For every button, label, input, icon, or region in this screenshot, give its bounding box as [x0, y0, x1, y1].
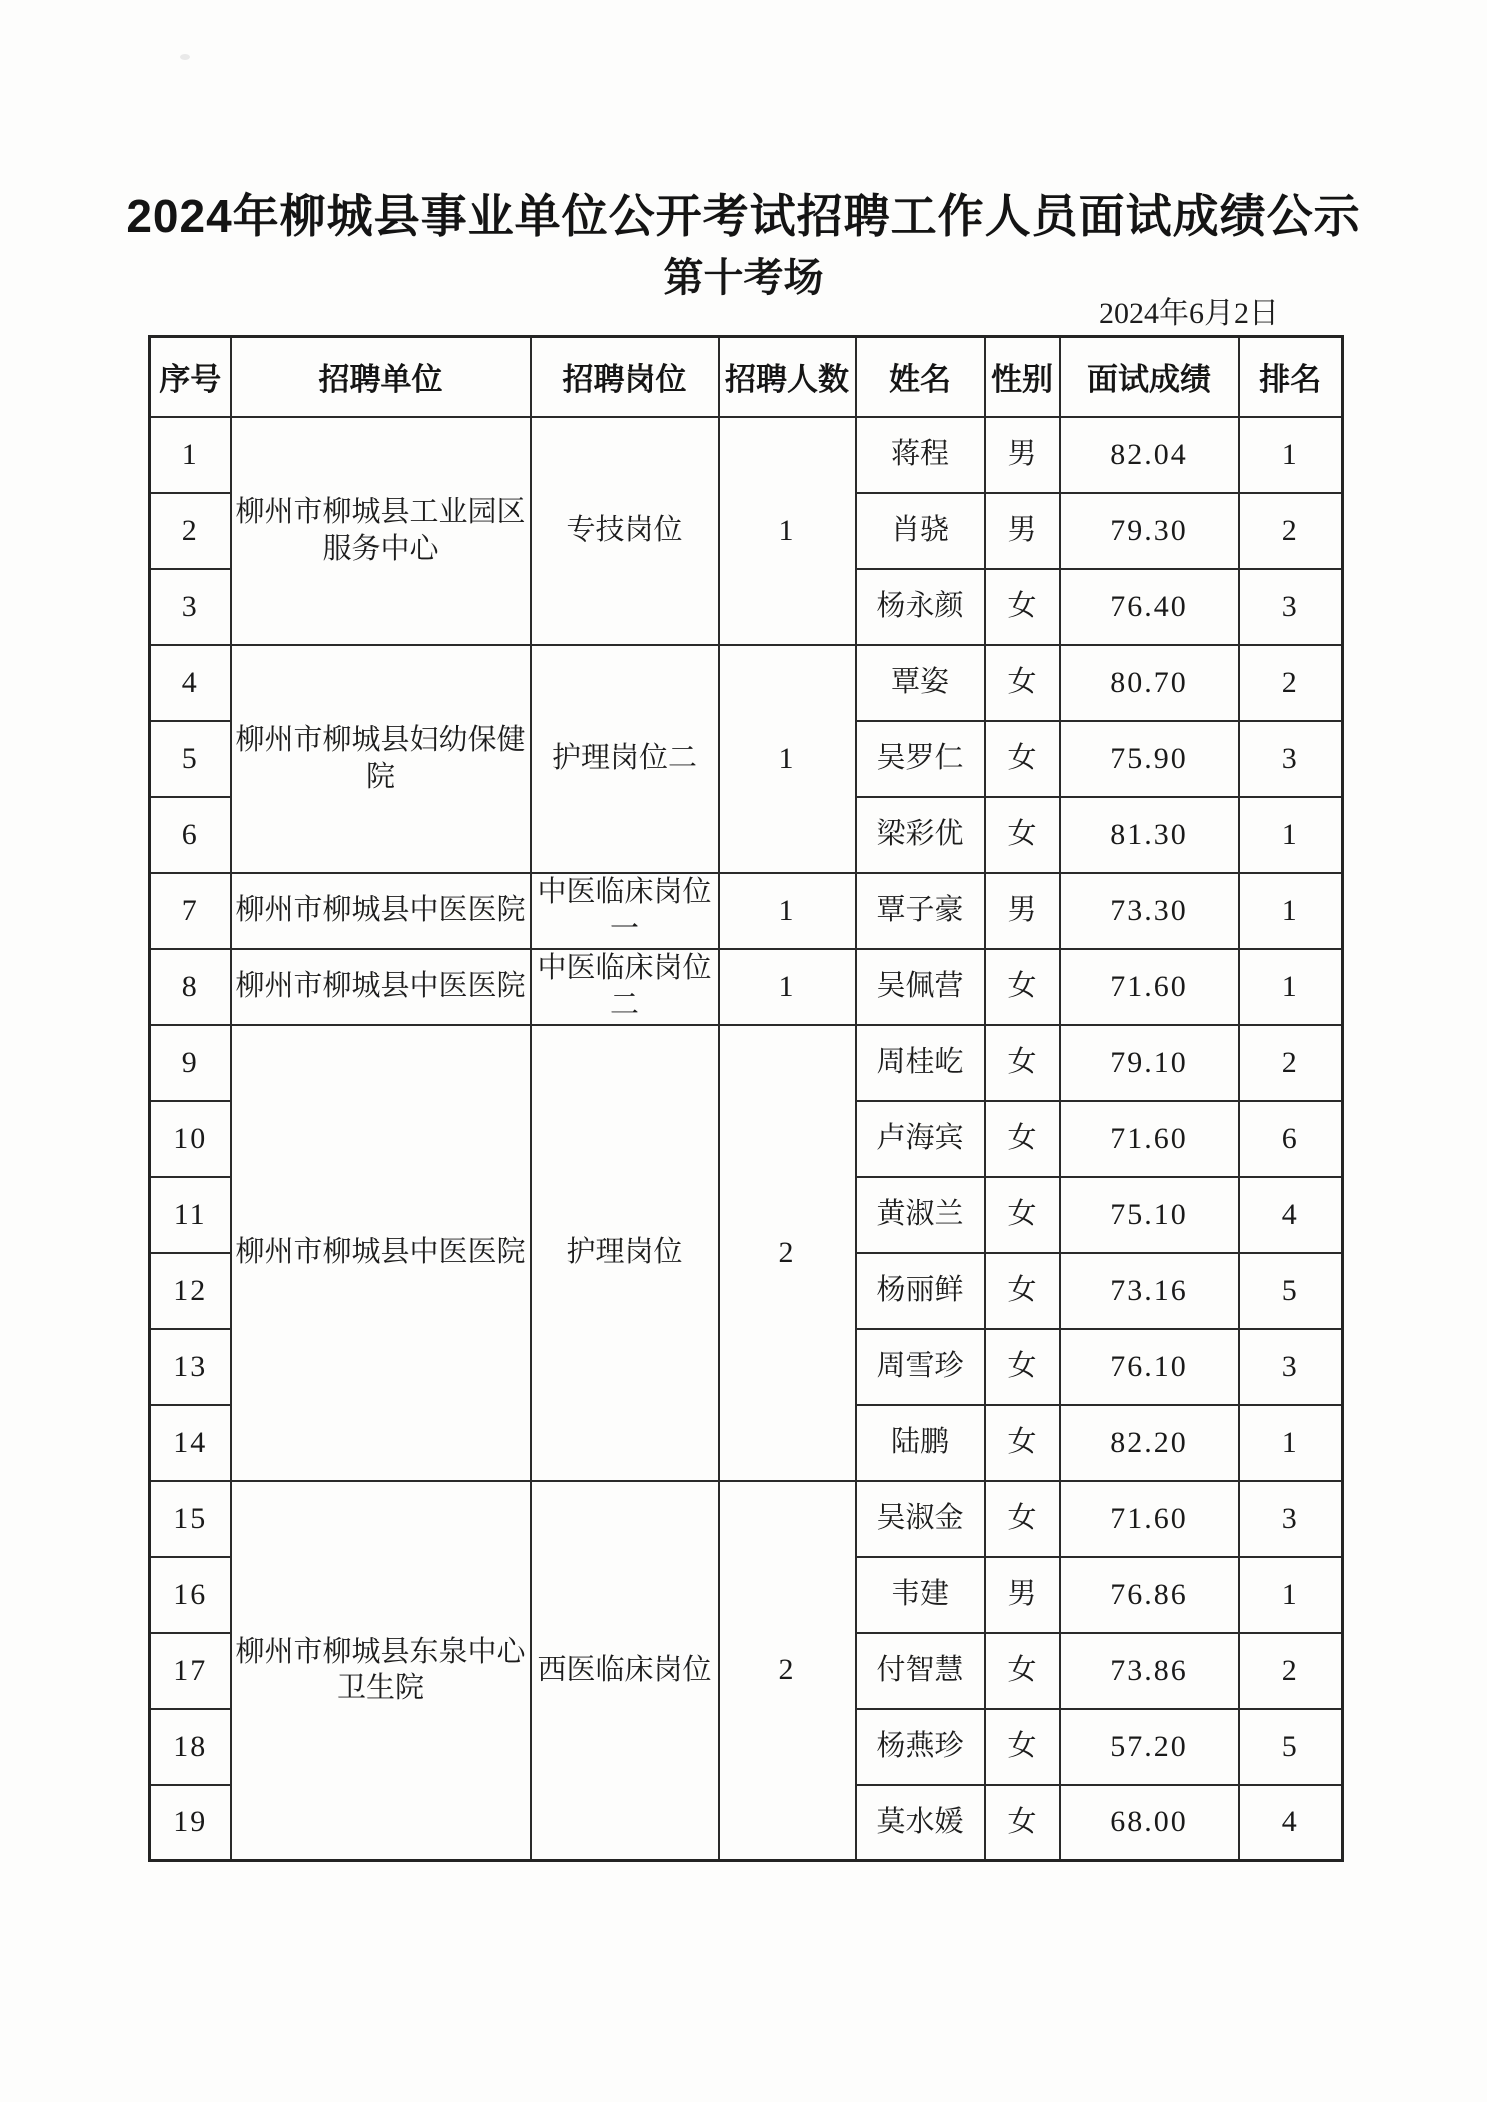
column-header: 姓名	[856, 337, 985, 417]
rank-cell: 2	[1239, 1633, 1343, 1709]
gender-cell: 女	[985, 569, 1060, 645]
document-date: 2024年6月2日	[1099, 297, 1279, 330]
candidate-name-cell: 杨丽鲜	[856, 1253, 985, 1329]
candidate-name-cell: 周桂屹	[856, 1025, 985, 1101]
position-cell: 专技岗位	[531, 417, 719, 645]
candidate-name-cell: 杨燕珍	[856, 1709, 985, 1785]
gender-cell: 女	[985, 1101, 1060, 1177]
interview-score-cell: 76.86	[1060, 1557, 1239, 1633]
candidate-name-cell: 覃子豪	[856, 873, 985, 949]
rank-cell: 4	[1239, 1785, 1343, 1861]
openings-count-cell: 2	[719, 1481, 856, 1861]
position-cell: 中医临床岗位一	[531, 873, 719, 949]
interview-score-cell: 76.40	[1060, 569, 1239, 645]
column-header: 招聘人数	[719, 337, 856, 417]
gender-cell: 女	[985, 721, 1060, 797]
row-number-cell: 10	[150, 1101, 231, 1177]
rank-cell: 6	[1239, 1101, 1343, 1177]
exam-room-subtitle: 第十考场	[663, 256, 824, 300]
openings-count-cell: 1	[719, 949, 856, 1025]
openings-count-cell: 1	[719, 417, 856, 645]
gender-cell: 女	[985, 1253, 1060, 1329]
interview-score-cell: 79.30	[1060, 493, 1239, 569]
gender-cell: 女	[985, 1633, 1060, 1709]
interview-score-cell: 73.30	[1060, 873, 1239, 949]
gender-cell: 男	[985, 1557, 1060, 1633]
rank-cell: 1	[1239, 417, 1343, 493]
table-row	[150, 645, 1343, 721]
candidate-name-cell: 周雪珍	[856, 1329, 985, 1405]
interview-score-cell: 82.04	[1060, 417, 1239, 493]
openings-count-cell: 1	[719, 645, 856, 873]
interview-score-cell: 73.86	[1060, 1633, 1239, 1709]
rank-cell: 4	[1239, 1177, 1343, 1253]
row-number-cell: 5	[150, 721, 231, 797]
candidate-name-cell: 陆鹏	[856, 1405, 985, 1481]
rank-cell: 2	[1239, 1025, 1343, 1101]
interview-score-cell: 79.10	[1060, 1025, 1239, 1101]
gender-cell: 女	[985, 949, 1060, 1025]
column-header: 招聘岗位	[531, 337, 719, 417]
table-row	[150, 1481, 1343, 1557]
interview-score-cell: 57.20	[1060, 1709, 1239, 1785]
openings-count-cell: 1	[719, 873, 856, 949]
interview-score-cell: 75.10	[1060, 1177, 1239, 1253]
candidate-name-cell: 蒋程	[856, 417, 985, 493]
rank-cell: 5	[1239, 1253, 1343, 1329]
candidate-name-cell: 吴佩营	[856, 949, 985, 1025]
recruiting-unit-cell: 柳州市柳城县中医医院	[231, 1025, 531, 1481]
interview-score-cell: 75.90	[1060, 721, 1239, 797]
gender-cell: 男	[985, 493, 1060, 569]
table-row	[150, 949, 1343, 1025]
candidate-name-cell: 黄淑兰	[856, 1177, 985, 1253]
gender-cell: 女	[985, 1177, 1060, 1253]
gender-cell: 女	[985, 1329, 1060, 1405]
gender-cell: 男	[985, 417, 1060, 493]
recruiting-unit-cell: 柳州市柳城县东泉中心卫生院	[231, 1481, 531, 1861]
row-number-cell: 6	[150, 797, 231, 873]
candidate-name-cell: 覃姿	[856, 645, 985, 721]
interview-score-cell: 71.60	[1060, 949, 1239, 1025]
score-table-body	[150, 417, 1343, 1861]
recruiting-unit-cell: 柳州市柳城县中医医院	[231, 873, 531, 949]
column-header: 排名	[1239, 337, 1343, 417]
gender-cell: 女	[985, 1025, 1060, 1101]
table-row	[150, 1025, 1343, 1101]
page-title: 2024年柳城县事业单位公开考试招聘工作人员面试成绩公示	[126, 190, 1361, 242]
rank-cell: 5	[1239, 1709, 1343, 1785]
row-number-cell: 16	[150, 1557, 231, 1633]
row-number-cell: 18	[150, 1709, 231, 1785]
position-cell: 护理岗位	[531, 1025, 719, 1481]
row-number-cell: 13	[150, 1329, 231, 1405]
candidate-name-cell: 肖骁	[856, 493, 985, 569]
scan-artifact-speck	[180, 54, 190, 60]
rank-cell: 2	[1239, 493, 1343, 569]
rank-cell: 1	[1239, 1557, 1343, 1633]
row-number-cell: 15	[150, 1481, 231, 1557]
position-cell: 中医临床岗位二	[531, 949, 719, 1025]
interview-score-table	[148, 335, 1344, 1862]
rank-cell: 3	[1239, 1329, 1343, 1405]
row-number-cell: 4	[150, 645, 231, 721]
candidate-name-cell: 吴淑金	[856, 1481, 985, 1557]
gender-cell: 女	[985, 1709, 1060, 1785]
interview-score-cell: 81.30	[1060, 797, 1239, 873]
rank-cell: 3	[1239, 1481, 1343, 1557]
row-number-cell: 2	[150, 493, 231, 569]
row-number-cell: 11	[150, 1177, 231, 1253]
recruiting-unit-cell: 柳州市柳城县工业园区服务中心	[231, 417, 531, 645]
row-number-cell: 12	[150, 1253, 231, 1329]
table-row	[150, 417, 1343, 493]
table-header-row	[150, 337, 1343, 417]
interview-score-cell: 82.20	[1060, 1405, 1239, 1481]
gender-cell: 女	[985, 797, 1060, 873]
column-header: 招聘单位	[231, 337, 531, 417]
rank-cell: 3	[1239, 721, 1343, 797]
candidate-name-cell: 梁彩优	[856, 797, 985, 873]
position-cell: 西医临床岗位	[531, 1481, 719, 1861]
interview-score-cell: 71.60	[1060, 1481, 1239, 1557]
row-number-cell: 17	[150, 1633, 231, 1709]
row-number-cell: 19	[150, 1785, 231, 1861]
recruiting-unit-cell: 柳州市柳城县中医医院	[231, 949, 531, 1025]
openings-count-cell: 2	[719, 1025, 856, 1481]
rank-cell: 2	[1239, 645, 1343, 721]
rank-cell: 1	[1239, 797, 1343, 873]
recruiting-unit-cell: 柳州市柳城县妇幼保健院	[231, 645, 531, 873]
interview-score-cell: 73.16	[1060, 1253, 1239, 1329]
column-header: 性别	[985, 337, 1060, 417]
interview-score-cell: 80.70	[1060, 645, 1239, 721]
row-number-cell: 1	[150, 417, 231, 493]
position-cell: 护理岗位二	[531, 645, 719, 873]
row-number-cell: 3	[150, 569, 231, 645]
row-number-cell: 7	[150, 873, 231, 949]
rank-cell: 1	[1239, 1405, 1343, 1481]
interview-score-cell: 76.10	[1060, 1329, 1239, 1405]
interview-score-cell: 71.60	[1060, 1101, 1239, 1177]
candidate-name-cell: 杨永颜	[856, 569, 985, 645]
candidate-name-cell: 韦建	[856, 1557, 985, 1633]
candidate-name-cell: 莫水媛	[856, 1785, 985, 1861]
gender-cell: 女	[985, 645, 1060, 721]
rank-cell: 1	[1239, 949, 1343, 1025]
interview-score-cell: 68.00	[1060, 1785, 1239, 1861]
table-row	[150, 873, 1343, 949]
candidate-name-cell: 吴罗仁	[856, 721, 985, 797]
rank-cell: 1	[1239, 873, 1343, 949]
gender-cell: 女	[985, 1481, 1060, 1557]
candidate-name-cell: 付智慧	[856, 1633, 985, 1709]
candidate-name-cell: 卢海宾	[856, 1101, 985, 1177]
gender-cell: 女	[985, 1785, 1060, 1861]
row-number-cell: 9	[150, 1025, 231, 1101]
column-header: 序号	[150, 337, 231, 417]
rank-cell: 3	[1239, 569, 1343, 645]
gender-cell: 男	[985, 873, 1060, 949]
column-header: 面试成绩	[1060, 337, 1239, 417]
row-number-cell: 8	[150, 949, 231, 1025]
row-number-cell: 14	[150, 1405, 231, 1481]
gender-cell: 女	[985, 1405, 1060, 1481]
